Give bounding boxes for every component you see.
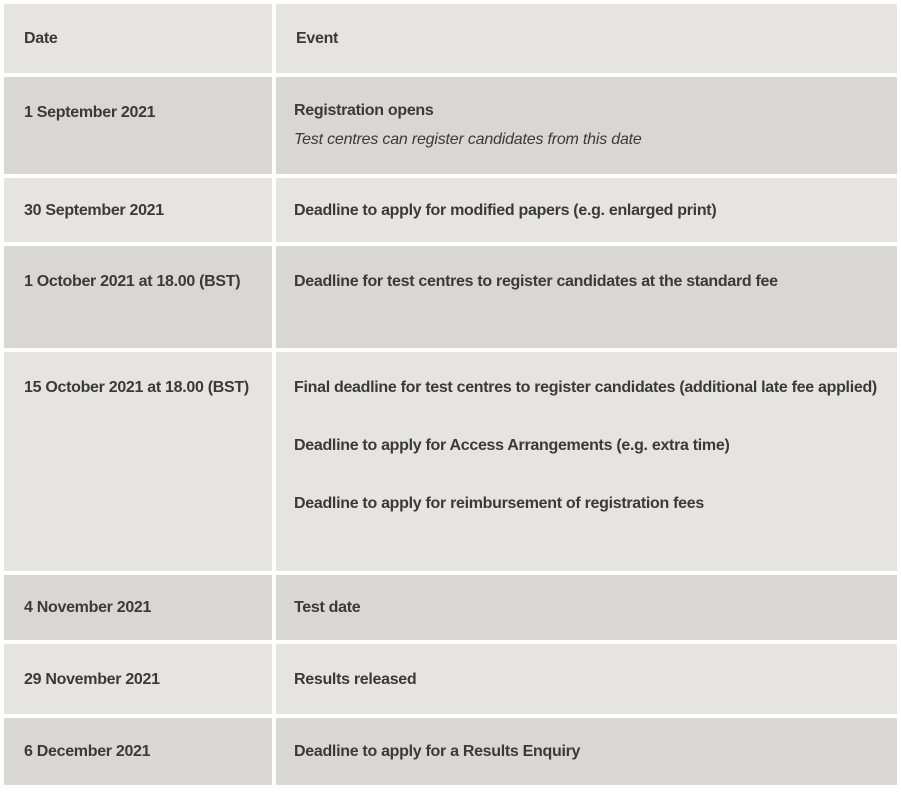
- table-row: [4, 77, 897, 174]
- event-cell: Deadline to apply for modified papers (e.g. enlarged print): [276, 178, 897, 242]
- event-column-header: Event: [276, 4, 897, 73]
- event-cell: Results released: [276, 644, 897, 714]
- date-cell: 30 September 2021: [4, 178, 272, 242]
- date-cell: 15 October 2021 at 18.00 (BST): [4, 352, 272, 571]
- table-row: [4, 718, 897, 785]
- date-cell: 29 November 2021: [4, 644, 272, 714]
- date-cell: 1 September 2021: [4, 77, 272, 174]
- table-row: [4, 178, 897, 242]
- event-cell: Deadline to apply for a Results Enquiry: [276, 718, 897, 785]
- event-title: Registration opens: [294, 102, 434, 119]
- table-row: [4, 246, 897, 348]
- event-cell: Test date: [276, 575, 897, 640]
- table-header-row: [4, 4, 897, 73]
- table-row: [4, 644, 897, 714]
- table-row: [4, 352, 897, 571]
- event-cell: Deadline for test centres to register candidates at the standard fee: [276, 246, 897, 348]
- event-paragraph: Deadline to apply for reimbursement of registration fees: [294, 495, 704, 512]
- date-column-header: Date: [4, 4, 272, 73]
- date-cell: 4 November 2021: [4, 575, 272, 640]
- event-cell: [276, 352, 897, 571]
- event-paragraph: Final deadline for test centres to register candidates (additional late fee applied): [294, 379, 877, 396]
- event-note: Test centres can register candidates from this date: [294, 131, 642, 148]
- table-row: [4, 575, 897, 640]
- date-cell: 6 December 2021: [4, 718, 272, 785]
- event-paragraph: Deadline to apply for Access Arrangements (e.g. extra time): [294, 437, 730, 454]
- date-cell: 1 October 2021 at 18.00 (BST): [4, 246, 272, 348]
- event-cell: [276, 77, 897, 174]
